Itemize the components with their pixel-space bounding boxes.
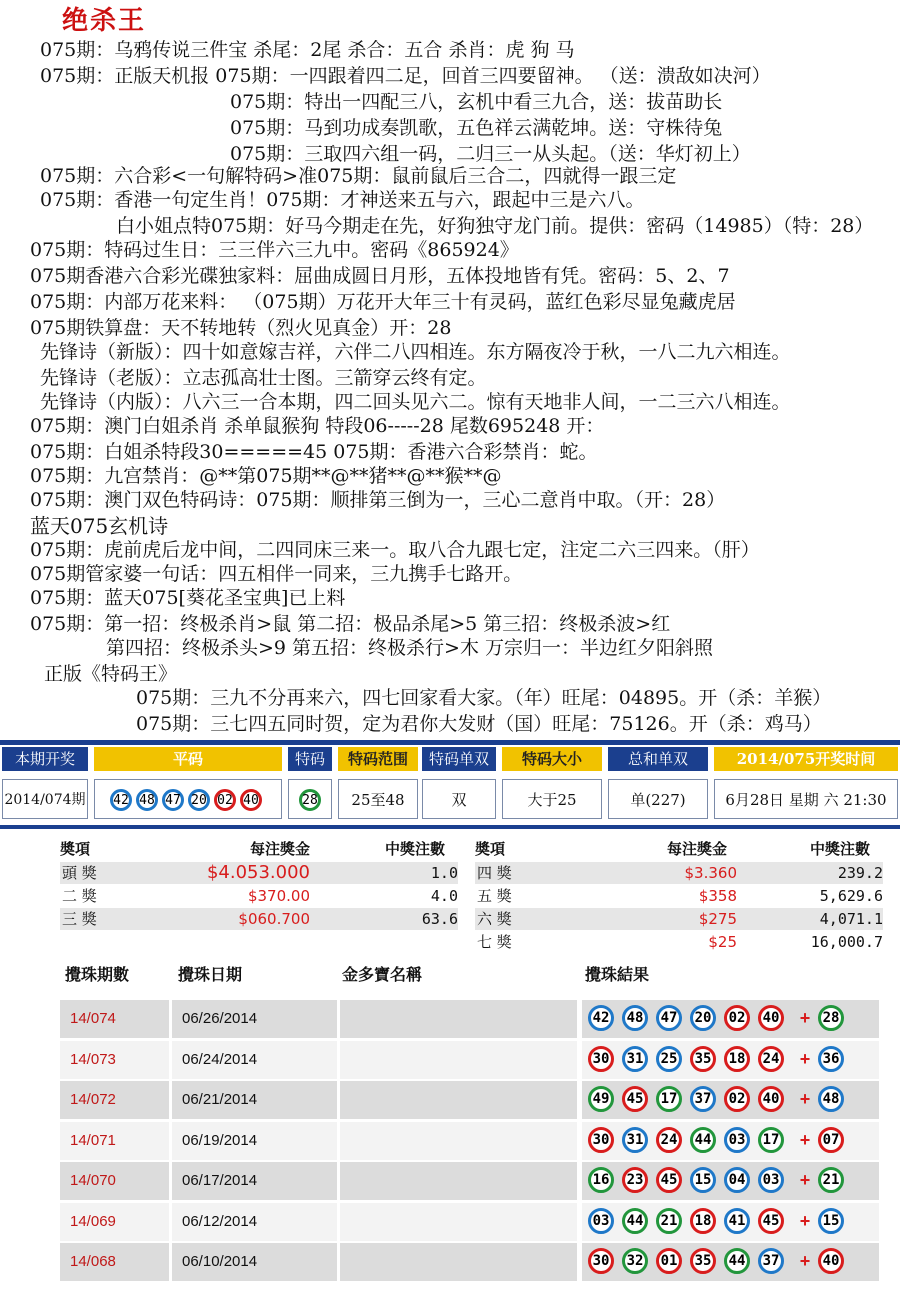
prize-name: 七 獎 <box>477 933 512 951</box>
lottery-ball: 23 <box>622 1167 648 1193</box>
lottery-ball: 02 <box>724 1005 750 1031</box>
prediction-line: 075期：蓝天075[葵花圣宝典]已上料 <box>30 587 346 609</box>
lottery-ball: 31 <box>622 1046 648 1072</box>
prize-name: 五 獎 <box>477 887 512 905</box>
history-header-name: 金多寶名稱 <box>342 965 423 984</box>
history-date: 06/10/2014 <box>172 1243 338 1281</box>
prediction-line: 075期：乌鸦传说三件宝 杀尾：2尾 杀合：五合 杀肖：虎 狗 马 <box>40 39 575 61</box>
prize-count: 63.6 <box>421 910 458 928</box>
prediction-line: 075期：马到功成奏凯歌，五色祥云满乾坤。送：守株待兔 <box>230 117 723 139</box>
prize-amount: $25 <box>708 933 737 951</box>
prize-name: 頭 獎 <box>62 864 97 882</box>
lottery-ball: 49 <box>588 1086 614 1112</box>
lottery-ball: 35 <box>690 1248 716 1274</box>
history-result <box>582 1081 880 1119</box>
prize-amount: $060.700 <box>238 910 310 928</box>
lottery-ball: 40 <box>240 789 262 811</box>
history-header-result: 攪珠結果 <box>585 965 650 984</box>
prize-name: 六 獎 <box>477 910 512 928</box>
prediction-line: 蓝天075玄机诗 <box>30 514 169 538</box>
lottery-ball: 31 <box>622 1127 648 1153</box>
lottery-ball: 40 <box>818 1248 844 1274</box>
lottery-ball: 41 <box>724 1208 750 1234</box>
prize-row <box>475 908 883 930</box>
prize-table-right <box>475 838 890 958</box>
prediction-line: 075期：虎前虎后龙中间，二四同床三来一。取八合九跟七定，注定二六三四来。（肝） <box>30 539 760 561</box>
lottery-ball: 04 <box>724 1167 750 1193</box>
prize-count: 4,071.1 <box>819 910 883 928</box>
prize-name: 四 獎 <box>477 864 512 882</box>
plus-sign: + <box>799 1170 811 1191</box>
header-special-range: 特码范围 <box>338 747 418 771</box>
lottery-ball: 20 <box>188 789 210 811</box>
prediction-line: 075期：澳门白姐杀肖 杀单鼠猴狗 特段06-----28 尾数695248 开： <box>30 415 605 437</box>
header-draw-time: 2014/075开奖时间 <box>714 747 898 771</box>
plus-sign: + <box>799 1008 811 1029</box>
header-current-draw: 本期开奖 <box>2 747 88 771</box>
plus-sign: + <box>799 1210 811 1231</box>
prize-header-count: 中獎注數 <box>385 840 446 858</box>
prediction-line: 075期：内部万花来料： （075期）万花开大年三十有灵码，蓝红色彩尽显兔藏虎居 <box>30 291 736 313</box>
prize-header-row <box>60 838 460 860</box>
prediction-line: 075期香港六合彩光碟独家料：屈曲成圆日月形，五体投地皆有凭。密码：5、2、7 <box>30 265 730 287</box>
history-name <box>340 1122 578 1160</box>
history-date: 06/24/2014 <box>172 1041 338 1079</box>
prediction-line: 正版《特码王》 <box>44 663 178 685</box>
history-result <box>582 1122 880 1160</box>
lottery-ball: 07 <box>818 1127 844 1153</box>
prize-count: 239.2 <box>837 864 883 882</box>
history-period: 14/072 <box>60 1081 170 1119</box>
prediction-line: 先锋诗（新版）：四十如意嫁吉祥，六伴二八四相连。东方隔夜冷于秋，一八二九六相连。 <box>40 341 791 363</box>
history-period: 14/073 <box>60 1041 170 1079</box>
lottery-ball: 45 <box>622 1086 648 1112</box>
header-regular-numbers: 平码 <box>94 747 282 771</box>
history-date: 06/21/2014 <box>172 1081 338 1119</box>
lottery-ball: 47 <box>656 1005 682 1031</box>
prediction-line: 075期：白姐杀特段30=====45 075期：香港六合彩禁肖：蛇。 <box>30 441 598 463</box>
lottery-ball: 30 <box>588 1127 614 1153</box>
prediction-line: 075期：澳门双色特码诗：075期：顺排第三倒为一，三心二意肖中取。（开：28） <box>30 489 726 511</box>
history-row <box>60 1122 880 1160</box>
lottery-ball: 03 <box>758 1167 784 1193</box>
prize-amount: $4.053.000 <box>206 862 310 883</box>
history-result <box>582 1162 880 1200</box>
lottery-ball: 36 <box>818 1046 844 1072</box>
history-row <box>60 1243 880 1281</box>
sum-odd-even: 单(227) <box>608 779 708 819</box>
lottery-ball: 24 <box>758 1046 784 1072</box>
page-title: 绝杀王 <box>62 6 147 36</box>
prize-row <box>60 862 458 884</box>
lottery-ball: 24 <box>656 1127 682 1153</box>
prize-header-amount: 每注獎金 <box>250 840 311 858</box>
lottery-ball: 44 <box>724 1248 750 1274</box>
history-date: 06/12/2014 <box>172 1203 338 1241</box>
plus-sign: + <box>799 1089 811 1110</box>
lottery-ball: 37 <box>758 1248 784 1274</box>
lottery-ball: 40 <box>758 1005 784 1031</box>
history-result <box>582 1000 880 1038</box>
lottery-ball: 01 <box>656 1248 682 1274</box>
history-date: 06/26/2014 <box>172 1000 338 1038</box>
prize-count: 1.0 <box>430 864 458 882</box>
prediction-line: 075期：正版天机报 075期：一四跟着四二足，回首三四要留神。 （送：溃敌如决河） <box>40 65 771 87</box>
header-special-number: 特码 <box>288 747 332 771</box>
lottery-ball: 48 <box>136 789 158 811</box>
prediction-line: 第四招：终极杀头>9 第五招：终极杀行>木 万宗归一：半边红夕阳斜照 <box>106 637 714 659</box>
prize-header-name: 奬項 <box>475 840 506 858</box>
prize-row <box>60 885 458 907</box>
prize-count: 4.0 <box>430 887 458 905</box>
prediction-line: 075期：三取四六组一码，二归三一从头起。（送：华灯初上） <box>230 143 751 165</box>
prize-row <box>475 931 883 953</box>
lottery-ball: 32 <box>622 1248 648 1274</box>
lottery-ball: 42 <box>588 1005 614 1031</box>
lottery-ball: 35 <box>690 1046 716 1072</box>
lottery-ball: 28 <box>818 1005 844 1031</box>
draw-result-table <box>0 745 900 829</box>
special-odd-even: 双 <box>422 779 496 819</box>
draw-period: 2014/074期 <box>2 779 88 819</box>
prediction-line: 075期：九宫禁肖：@**第075期**@**猪**@**猴**@ <box>30 465 502 487</box>
prediction-line: 075期：三七四五同时贺，定为君你大发财（国）旺尾：75126。开（杀：鸡马） <box>136 713 822 735</box>
lottery-ball: 02 <box>724 1086 750 1112</box>
lottery-ball: 28 <box>299 789 321 811</box>
prize-table-left <box>60 838 460 938</box>
header-sum-odd-even: 总和单双 <box>608 747 708 771</box>
prize-row <box>475 885 883 907</box>
prediction-line: 075期管家婆一句话：四五相伴一同来，三九携手七路开。 <box>30 563 523 585</box>
lottery-ball: 03 <box>724 1127 750 1153</box>
prediction-line: 075期：三九不分再来六，四七回家看大家。（年）旺尾：04895。开（杀：羊猴） <box>136 687 832 709</box>
lottery-ball: 44 <box>690 1127 716 1153</box>
lottery-ball: 03 <box>588 1208 614 1234</box>
lottery-ball: 21 <box>818 1167 844 1193</box>
history-name <box>340 1243 578 1281</box>
prediction-line: 075期：六合彩<一句解特码>准075期：鼠前鼠后三合二，四就得一跟三定 <box>40 165 677 187</box>
lottery-ball: 18 <box>690 1208 716 1234</box>
prediction-line: 075期：香港一句定生肖！075期：才神送来五与六，跟起中三是六八。 <box>40 189 645 211</box>
header-odd-even: 特码单双 <box>422 747 496 771</box>
plus-sign: + <box>799 1048 811 1069</box>
history-result <box>582 1203 880 1241</box>
history-date: 06/19/2014 <box>172 1122 338 1160</box>
lottery-ball: 48 <box>622 1005 648 1031</box>
draw-time: 6月28日 星期 六 21:30 <box>714 779 898 819</box>
lottery-ball: 30 <box>588 1248 614 1274</box>
header-size: 特码大小 <box>502 747 602 771</box>
history-period: 14/074 <box>60 1000 170 1038</box>
prize-header-amount: 每注獎金 <box>667 840 728 858</box>
prize-amount: $358 <box>698 887 737 905</box>
lottery-ball: 42 <box>110 789 132 811</box>
lottery-ball: 45 <box>758 1208 784 1234</box>
prediction-line: 白小姐点特075期：好马今期走在先，好狗独守龙门前。提供：密码（14985）（特：28） <box>116 215 874 237</box>
prediction-line: 075期：特码过生日：三三伴六三九中。密码《865924》 <box>30 239 519 261</box>
lottery-ball: 17 <box>758 1127 784 1153</box>
lottery-ball: 45 <box>656 1167 682 1193</box>
prize-count: 5,629.6 <box>819 887 883 905</box>
prediction-line: 075期铁算盘：天不转地转（烈火见真金）开：28 <box>30 317 452 339</box>
prize-amount: $3.360 <box>684 864 737 882</box>
prize-count: 16,000.7 <box>810 933 883 951</box>
lottery-ball: 21 <box>656 1208 682 1234</box>
regular-balls <box>94 779 282 819</box>
lottery-ball: 18 <box>724 1046 750 1072</box>
history-period: 14/071 <box>60 1122 170 1160</box>
lottery-ball: 30 <box>588 1046 614 1072</box>
prize-name: 三 獎 <box>62 910 97 928</box>
lottery-ball: 02 <box>214 789 236 811</box>
prediction-line: 075期：第一招：终极杀肖>鼠 第二招：极品杀尾>5 第三招：终极杀波>红 <box>30 613 671 635</box>
lottery-ball: 15 <box>818 1208 844 1234</box>
history-row <box>60 1041 880 1079</box>
lottery-ball: 48 <box>818 1086 844 1112</box>
lottery-ball: 47 <box>162 789 184 811</box>
plus-sign: + <box>799 1129 811 1150</box>
prize-header-row <box>475 838 890 860</box>
history-header-date: 攪珠日期 <box>178 965 243 984</box>
history-name <box>340 1162 578 1200</box>
history-period: 14/070 <box>60 1162 170 1200</box>
history-name <box>340 1041 578 1079</box>
history-result <box>582 1041 880 1079</box>
lottery-ball: 16 <box>588 1167 614 1193</box>
lottery-ball: 40 <box>758 1086 784 1112</box>
prize-amount: $370.00 <box>247 887 310 905</box>
history-date: 06/17/2014 <box>172 1162 338 1200</box>
special-range: 25至48 <box>338 779 418 819</box>
prize-header-count: 中獎注數 <box>810 840 871 858</box>
lottery-ball: 25 <box>656 1046 682 1072</box>
lottery-ball: 17 <box>656 1086 682 1112</box>
history-period: 14/068 <box>60 1243 170 1281</box>
prize-row <box>60 908 458 930</box>
prediction-line: 075期：特出一四配三八，玄机中看三九合，送：拔苗助长 <box>230 91 723 113</box>
special-size: 大于25 <box>502 779 602 819</box>
prediction-line: 先锋诗（内版）：八六三一合本期，四二回头见六二。惊有天地非人间，一二三六八相连。 <box>40 391 791 413</box>
history-period: 14/069 <box>60 1203 170 1241</box>
history-name <box>340 1081 578 1119</box>
prize-amount: $275 <box>698 910 737 928</box>
history-row <box>60 1203 880 1241</box>
prediction-line: 先锋诗（老版）：立志孤高壮士图。三箭穿云终有定。 <box>40 367 487 389</box>
history-result <box>582 1243 880 1281</box>
prize-name: 二 獎 <box>62 887 97 905</box>
lottery-ball: 20 <box>690 1005 716 1031</box>
plus-sign: + <box>799 1251 811 1272</box>
special-ball <box>288 779 332 819</box>
prize-row <box>475 862 883 884</box>
history-name <box>340 1000 578 1038</box>
lottery-ball: 15 <box>690 1167 716 1193</box>
history-header-period: 攪珠期數 <box>65 965 130 984</box>
lottery-ball: 44 <box>622 1208 648 1234</box>
history-name <box>340 1203 578 1241</box>
lottery-ball: 37 <box>690 1086 716 1112</box>
history-row <box>60 1081 880 1119</box>
prize-header-name: 奬項 <box>60 840 91 858</box>
history-row <box>60 1162 880 1200</box>
history-row <box>60 1000 880 1038</box>
